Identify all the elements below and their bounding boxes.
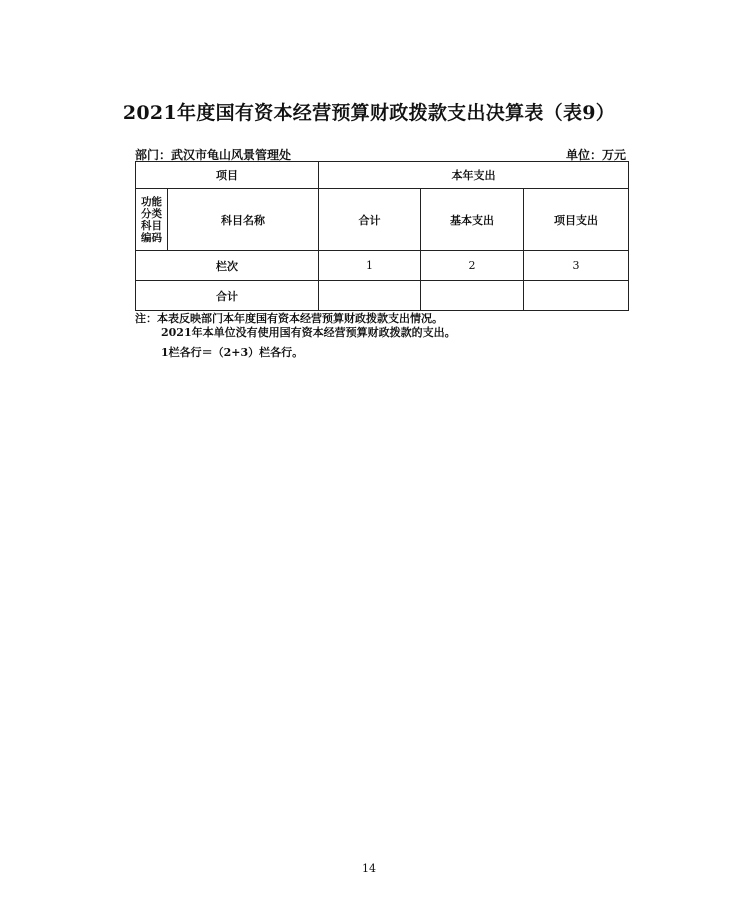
column-number-row [136,251,629,281]
unit-label: 单位：万元 [565,148,626,162]
code-char-3: 科目 [141,219,162,232]
total-row [136,281,629,311]
notes-block [135,312,456,360]
col-total-header: 合计 [319,189,421,251]
total-label: 合计 [136,281,319,311]
column-number-label: 栏次 [136,251,319,281]
total-value-1 [319,281,421,311]
note-line-2: 2021年本单位没有使用国有资本经营预算财政拨款的支出。 [161,326,456,339]
function-code-header [136,189,168,251]
department-label: 部门：武汉市龟山风景管理处 [135,148,292,162]
subject-name-header: 科目名称 [168,189,319,251]
column-number-3: 3 [524,251,629,281]
expenditure-table [135,161,629,311]
header-item: 项目 [136,162,319,189]
total-value-3 [524,281,629,311]
total-value-2 [421,281,524,311]
code-char-2: 分类 [141,207,162,220]
col-basic-header: 基本支出 [421,189,524,251]
note-line-3: 1栏各行＝（2+3）栏各行。 [161,346,304,359]
page-number: 14 [362,862,376,875]
column-number-1: 1 [319,251,421,281]
page-title: 2021年度国有资本经营预算财政拨款支出决算表（表9） [122,102,616,124]
code-char-4: 编码 [141,231,162,244]
code-char-1: 功能 [141,195,162,208]
note-line-1: 注：本表反映部门本年度国有资本经营预算财政拨款支出情况。 [135,312,443,325]
table-subheader-row [136,189,629,251]
col-project-header: 项目支出 [524,189,629,251]
header-year-expense: 本年支出 [319,162,629,189]
column-number-2: 2 [421,251,524,281]
table-header-row [136,162,629,189]
